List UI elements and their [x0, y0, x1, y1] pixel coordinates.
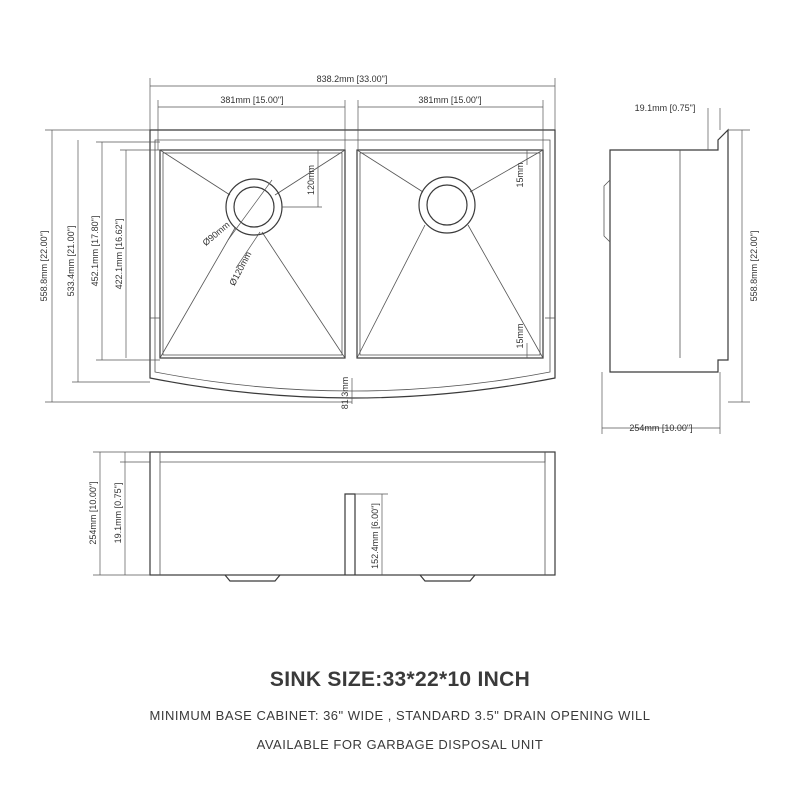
front-height-label: 254mm [10.00"] — [88, 481, 98, 545]
drain-outer-dia-label: Ø120mm — [227, 249, 254, 288]
sink-size-headline: SINK SIZE:33*22*10 INCH — [269, 668, 531, 691]
side-height-label: 558.8mm [22.00"] — [749, 230, 759, 302]
left-bowl — [160, 150, 345, 358]
apron-curve-label: 81.3mm — [340, 376, 350, 410]
top-view — [39, 74, 555, 409]
right-bowl-width-label: 381mm [15.00"] — [418, 95, 482, 105]
radius-top-label: 15mm — [515, 162, 525, 188]
side-depth-label: 254mm [10.00"] — [629, 423, 693, 433]
side-profile — [610, 130, 728, 372]
drain-offset-label: 120mm — [306, 164, 316, 196]
overall-depth-label: 558.8mm [22.00"] — [39, 230, 49, 302]
front-view — [88, 452, 555, 581]
overall-width-label: 838.2mm [33.00"] — [316, 74, 388, 84]
side-view — [602, 103, 759, 434]
left-drain-stub — [225, 575, 280, 581]
divider — [345, 494, 355, 575]
left-bowl-width-label: 381mm [15.00"] — [220, 95, 284, 105]
cabinet-note-line2: AVAILABLE FOR GARBAGE DISPOSAL UNIT — [256, 737, 544, 752]
cabinet-note-line1: MINIMUM BASE CABINET: 36" WIDE , STANDARD 3.5" DRAIN OPENING WILL — [149, 708, 651, 723]
depth-422-label: 422.1mm [16.62"] — [114, 218, 124, 290]
right-drain-inner — [427, 185, 467, 225]
depth-452-label: 452.1mm [17.80"] — [90, 215, 100, 287]
front-rim-label: 19.1mm [0.75"] — [113, 482, 123, 544]
front-outline — [150, 452, 555, 575]
side-rim-label: 19.1mm [0.75"] — [634, 103, 696, 113]
right-bowl-floor — [360, 153, 540, 355]
depth-533-label: 533.4mm [21.00"] — [66, 225, 76, 297]
right-drain-stub — [420, 575, 475, 581]
left-drain-inner — [234, 187, 274, 227]
radius-bottom-label: 15mm — [515, 323, 525, 349]
divider-height-label: 152.4mm [6.00"] — [370, 503, 380, 569]
drain-inner-dia-label: Ø90mm — [200, 219, 232, 248]
